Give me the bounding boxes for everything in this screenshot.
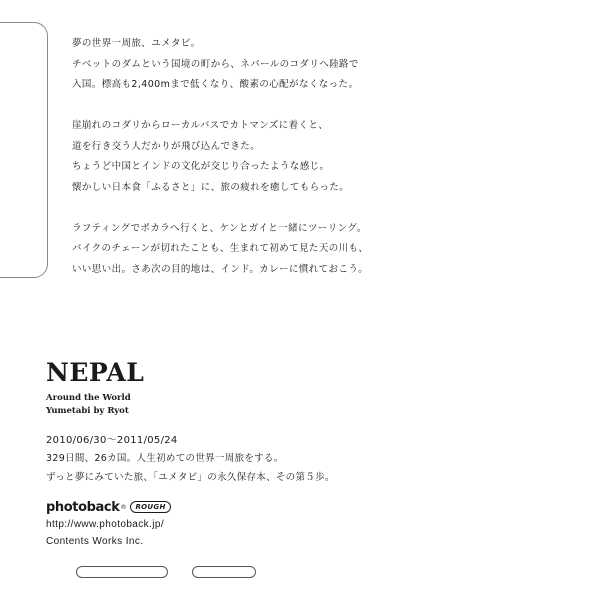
story-line: いい思い出。さあ次の目的地は、インド。カレーに慣れておこう。 xyxy=(72,263,369,275)
story-line: 入国。標高も2,400mまで低くなり、酸素の心配がなくなった。 xyxy=(72,79,359,90)
logo-wordmark: photoback xyxy=(46,499,120,515)
book-info xyxy=(46,449,335,487)
page-frame-border xyxy=(0,22,48,278)
story-line: 夢の世界一周旅、ユメタビ。 xyxy=(72,38,201,49)
photoback-logo xyxy=(46,498,171,516)
book-series: Yumetabi by Ryot xyxy=(46,406,129,416)
rounded-box-right xyxy=(192,566,256,578)
publisher-company: Contents Works Inc. xyxy=(46,536,144,547)
book-subtitle: Around the World xyxy=(46,393,131,403)
story-line: 道を行き交う人だかりが飛び込んできた。 xyxy=(72,140,261,152)
story-text xyxy=(72,34,592,301)
info-line: 329日間、26カ国。人生初めての世界一周旅をする。 xyxy=(46,453,284,464)
story-paragraph-2 xyxy=(72,116,592,198)
story-line: ちょうど中国とインドの文化が交じり合ったような感じ。 xyxy=(72,161,330,172)
info-line: ずっと夢にみていた旅、「ユメタビ」の永久保存本、その第５歩。 xyxy=(46,472,335,483)
travel-dates: 2010/06/30〜2011/05/24 xyxy=(46,435,178,446)
publisher-url[interactable]: http://www.photoback.jp/ xyxy=(46,519,164,530)
story-line: ラフティングでポカラへ行くと、ケンとガイと一緒にツーリング。 xyxy=(72,222,367,234)
book-title: NEPAL xyxy=(46,358,145,387)
story-line: 懐かしい日本食「ふるさと」に、旅の疲れを癒してもらった。 xyxy=(72,181,350,193)
logo-registered-mark: ® xyxy=(120,503,127,511)
book-subtitle-block xyxy=(46,392,131,418)
story-paragraph-1 xyxy=(72,34,592,96)
story-line: チベットのダムという国境の町から、ネパールのコダリへ陸路で xyxy=(72,58,359,70)
story-line: バイクのチェーンが切れたことも、生まれて初めて見た天の川も、 xyxy=(72,243,369,254)
story-paragraph-3 xyxy=(72,219,592,281)
logo-badge: ROUGH xyxy=(130,501,170,513)
rounded-box-left xyxy=(76,566,168,578)
story-line: 崖崩れのコダリからローカルバスでカトマンズに着くと、 xyxy=(72,120,329,131)
